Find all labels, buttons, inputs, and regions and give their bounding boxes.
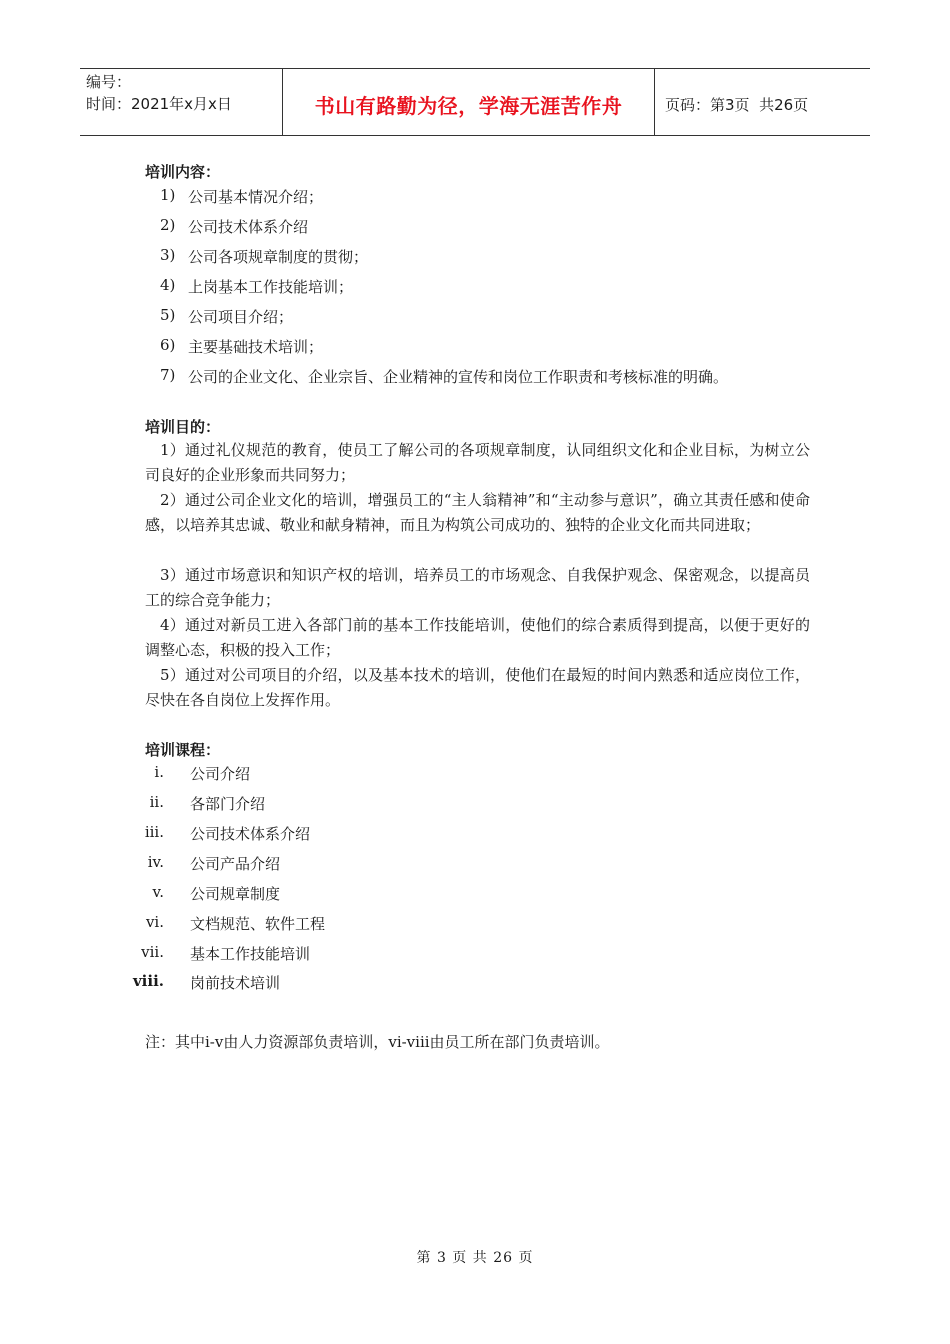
purpose-paragraph: 3）通过市场意识和知识产权的培训，培养员工的市场观念、自我保护观念、保密观念，以提高员工的综合竞争能力； (145, 566, 810, 609)
course-item-number: v. (152, 883, 164, 901)
content-heading: 培训内容： (145, 163, 221, 181)
page-info: 页码：第3页 共26页 (665, 95, 809, 114)
purpose-paragraph: 2）通过公司企业文化的培训，增强员工的“主人翁精神”和“主动参与意识”，确立其责任感和使命感，以培养其忠诚、敬业和献身精神，而且为构筑公司成功的、独特的企业文化而共同进取； (145, 491, 810, 534)
time-label: 时间：2021年x月x日 (86, 95, 232, 113)
purpose-paragraph: 1）通过礼仪规范的教育，使员工了解公司的各项规章制度，认同组织文化和企业目标，为树立公司良好的企业形象而共同努力； (145, 441, 810, 484)
list-item-text: 公司技术体系介绍 (188, 218, 309, 236)
purpose-paragraph: 5）通过对公司项目的介绍，以及基本技术的培训，使他们在最短的时间内熟悉和适应岗位工作，尽快在各自岗位上发挥作用。 (145, 666, 810, 709)
list-item-text: 公司项目介绍； (188, 308, 294, 326)
list-item-number: 6) (160, 336, 176, 354)
list-item-text: 公司各项规章制度的贯彻； (188, 248, 369, 266)
motto: 书山有路勤为径，学海无涯苦作舟 (282, 69, 655, 135)
header-left-cell (80, 69, 282, 135)
list-item-number: 7) (160, 366, 176, 384)
list-item-number: 1) (160, 186, 176, 204)
course-item-number: i. (154, 763, 164, 781)
course-item-number: viii. (132, 972, 164, 990)
course-item-number: vi. (145, 913, 164, 931)
note-text: 注：其中i-v由人力资源部负责培训，vi-viii由员工所在部门负责培训。 (145, 1033, 610, 1051)
course-item-text: 岗前技术培训 (190, 974, 281, 992)
course-item-number: iii. (144, 823, 164, 841)
list-item-number: 4) (160, 276, 176, 294)
course-item-number: iv. (147, 853, 164, 871)
number-label: 编号： (86, 73, 132, 91)
list-item-number: 5) (160, 306, 176, 324)
course-item-text: 公司规章制度 (190, 885, 281, 903)
list-item-text: 公司基本情况介绍； (188, 188, 324, 206)
list-item-number: 3) (160, 246, 176, 264)
page-footer: 第 3 页 共 26 页 (416, 1250, 534, 1266)
list-item-text: 公司的企业文化、企业宗旨、企业精神的宣传和岗位工作职责和考核标准的明确。 (188, 368, 729, 386)
course-item-number: vii. (141, 943, 164, 961)
course-item-text: 公司介绍 (190, 765, 251, 783)
course-item-number: ii. (149, 793, 164, 811)
course-heading: 培训课程： (145, 741, 221, 759)
header-page-info (655, 69, 870, 135)
header-table (80, 68, 870, 136)
list-item-text: 主要基础技术培训； (188, 338, 324, 356)
course-item-text: 各部门介绍 (190, 795, 266, 813)
course-item-text: 基本工作技能培训 (190, 945, 311, 963)
course-item-text: 公司技术体系介绍 (190, 825, 311, 843)
list-item-text: 上岗基本工作技能培训； (188, 278, 354, 296)
course-item-text: 公司产品介绍 (190, 855, 281, 873)
list-item-number: 2) (160, 216, 176, 234)
purpose-heading: 培训目的： (145, 418, 221, 436)
course-item-text: 文档规范、软件工程 (190, 915, 326, 933)
purpose-paragraph: 4）通过对新员工进入各部门前的基本工作技能培训，使他们的综合素质得到提高，以便于更好的调整心态，积极的投入工作； (145, 616, 810, 659)
